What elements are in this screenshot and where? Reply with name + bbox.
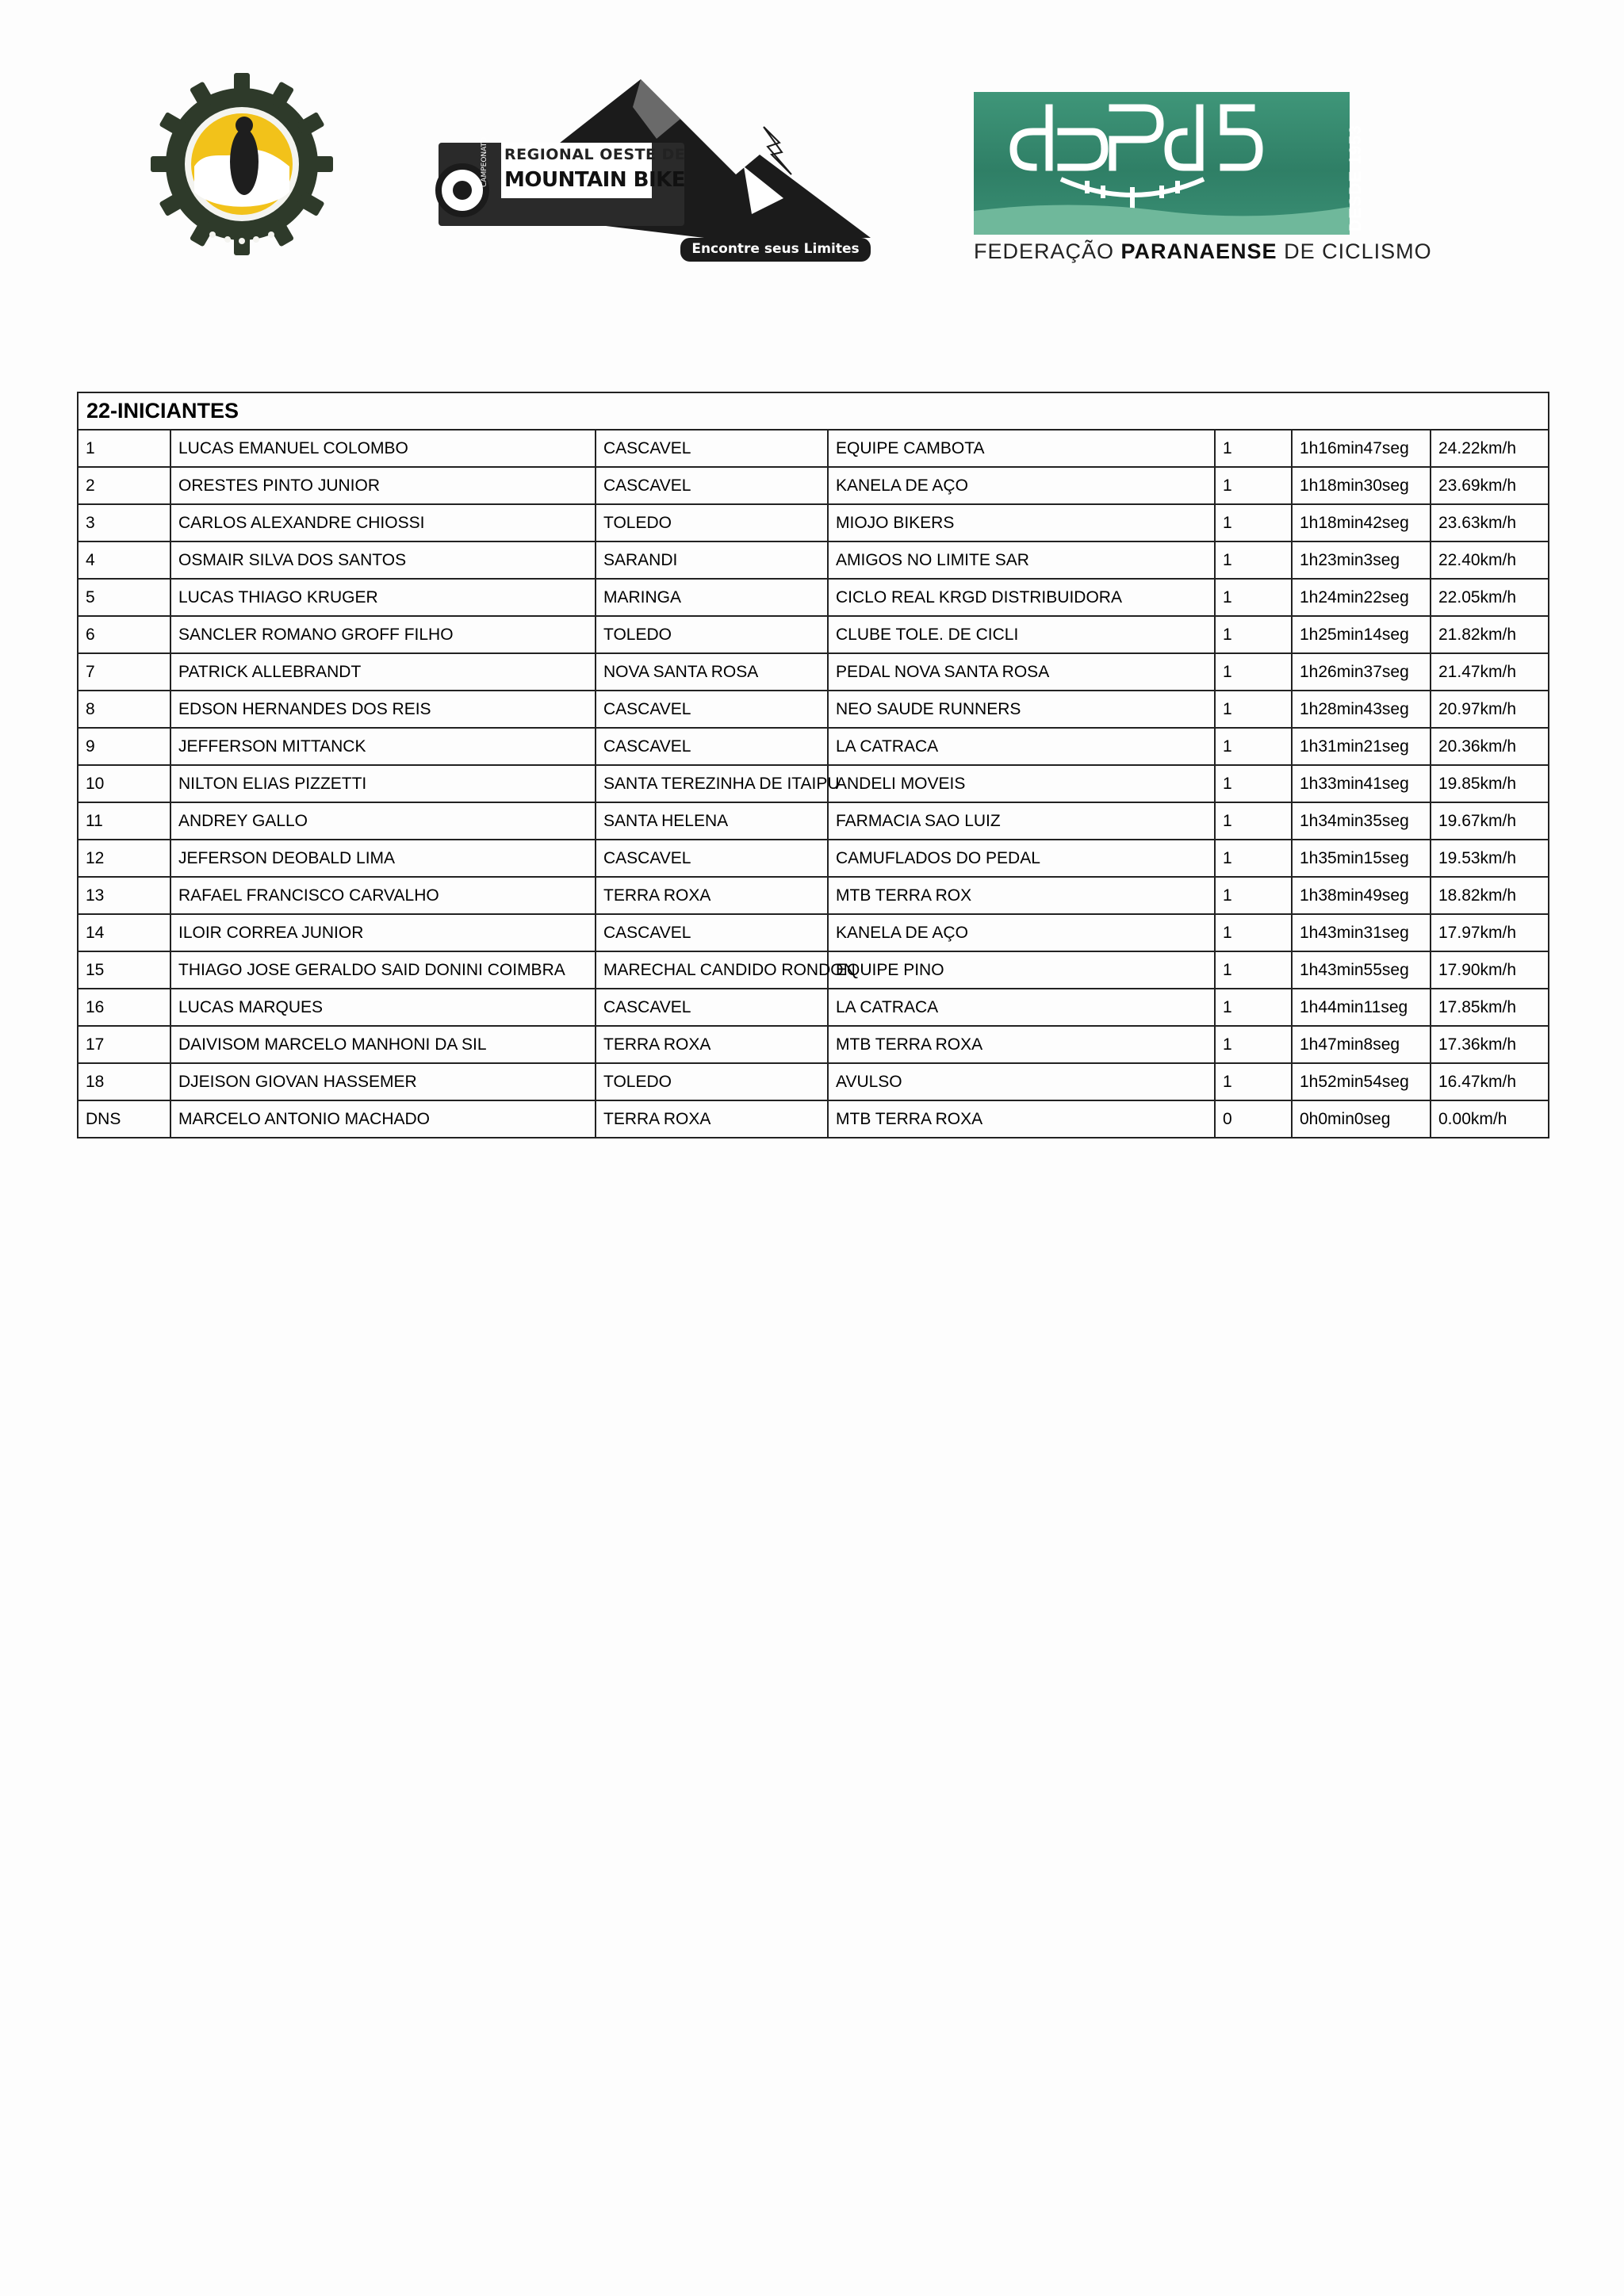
team-cell: EQUIPE CAMBOTA xyxy=(828,430,1215,467)
laps-cell: 1 xyxy=(1215,691,1292,728)
table-row xyxy=(78,989,1549,1026)
time-cell: 1h25min14seg xyxy=(1292,616,1431,653)
city-cell: MARINGA xyxy=(596,579,828,616)
gear-icon xyxy=(151,73,333,255)
city-cell: CASCAVEL xyxy=(596,691,828,728)
fpc-since-wrapper xyxy=(1329,98,1365,233)
athlete-name-cell: LUCAS EMANUEL COLOMBO xyxy=(170,430,596,467)
team-cell: MTB TERRA ROXA xyxy=(828,1100,1215,1138)
speed-cell: 17.90km/h xyxy=(1431,951,1549,989)
position-cell: 17 xyxy=(78,1026,170,1063)
table-row xyxy=(78,616,1549,653)
city-cell: TOLEDO xyxy=(596,504,828,541)
speed-cell: 21.47km/h xyxy=(1431,653,1549,691)
city-cell: CASCAVEL xyxy=(596,914,828,951)
position-cell: 15 xyxy=(78,951,170,989)
city-cell: TOLEDO xyxy=(596,1063,828,1100)
time-cell: 1h31min21seg xyxy=(1292,728,1431,765)
speed-cell: 19.53km/h xyxy=(1431,840,1549,877)
city-cell: NOVA SANTA ROSA xyxy=(596,653,828,691)
table-row xyxy=(78,691,1549,728)
position-cell: 5 xyxy=(78,579,170,616)
city-cell: CASCAVEL xyxy=(596,467,828,504)
position-cell: 18 xyxy=(78,1063,170,1100)
regional-oeste-mtb-logo xyxy=(419,79,871,265)
table-row xyxy=(78,504,1549,541)
city-cell: SANTA HELENA xyxy=(596,802,828,840)
table-row xyxy=(78,728,1549,765)
city-cell: CASCAVEL xyxy=(596,430,828,467)
laps-cell: 1 xyxy=(1215,765,1292,802)
time-cell: 1h38min49seg xyxy=(1292,877,1431,914)
athlete-name-cell: CARLOS ALEXANDRE CHIOSSI xyxy=(170,504,596,541)
category-header-row xyxy=(78,392,1549,430)
laps-cell: 1 xyxy=(1215,504,1292,541)
laps-cell: 1 xyxy=(1215,951,1292,989)
table-row xyxy=(78,1063,1549,1100)
position-cell: 13 xyxy=(78,877,170,914)
laps-cell: 1 xyxy=(1215,430,1292,467)
team-cell: KANELA DE AÇO xyxy=(828,467,1215,504)
city-cell: MARECHAL CANDIDO RONDON xyxy=(596,951,828,989)
laps-cell: 1 xyxy=(1215,616,1292,653)
speed-cell: 23.63km/h xyxy=(1431,504,1549,541)
athlete-name-cell: MARCELO ANTONIO MACHADO xyxy=(170,1100,596,1138)
team-cell: KANELA DE AÇO xyxy=(828,914,1215,951)
team-cell: AVULSO xyxy=(828,1063,1215,1100)
laps-cell: 1 xyxy=(1215,579,1292,616)
speed-cell: 23.69km/h xyxy=(1431,467,1549,504)
athlete-name-cell: THIAGO JOSE GERALDO SAID DONINI COIMBRA xyxy=(170,951,596,989)
position-cell: 8 xyxy=(78,691,170,728)
time-cell: 1h23min3seg xyxy=(1292,541,1431,579)
mtb-logo-side: CAMPEONATO xyxy=(481,136,488,187)
team-cell: ANDELI MOVEIS xyxy=(828,765,1215,802)
speed-cell: 18.82km/h xyxy=(1431,877,1549,914)
team-cell: FARMACIA SAO LUIZ xyxy=(828,802,1215,840)
city-cell: SANTA TEREZINHA DE ITAIPU xyxy=(596,765,828,802)
athlete-name-cell: OSMAIR SILVA DOS SANTOS xyxy=(170,541,596,579)
team-cell: EQUIPE PINO xyxy=(828,951,1215,989)
position-cell: 2 xyxy=(78,467,170,504)
time-cell: 1h43min55seg xyxy=(1292,951,1431,989)
position-cell: 14 xyxy=(78,914,170,951)
team-cell: NEO SAUDE RUNNERS xyxy=(828,691,1215,728)
speed-cell: 0.00km/h xyxy=(1431,1100,1549,1138)
position-cell: 4 xyxy=(78,541,170,579)
table-row xyxy=(78,579,1549,616)
athlete-name-cell: JEFERSON DEOBALD LIMA xyxy=(170,840,596,877)
results-table xyxy=(77,392,1549,1138)
athlete-name-cell: LUCAS THIAGO KRUGER xyxy=(170,579,596,616)
athlete-name-cell: DJEISON GIOVAN HASSEMER xyxy=(170,1063,596,1100)
team-cell: LA CATRACA xyxy=(828,989,1215,1026)
time-cell: 1h28min43seg xyxy=(1292,691,1431,728)
time-cell: 1h18min30seg xyxy=(1292,467,1431,504)
table-row xyxy=(78,467,1549,504)
speed-cell: 19.67km/h xyxy=(1431,802,1549,840)
position-cell: 7 xyxy=(78,653,170,691)
speed-cell: 22.40km/h xyxy=(1431,541,1549,579)
city-cell: CASCAVEL xyxy=(596,840,828,877)
position-cell: 11 xyxy=(78,802,170,840)
fpc-name-part1: FEDERAÇÃO xyxy=(974,239,1121,263)
team-cell: MTB TERRA ROX xyxy=(828,877,1215,914)
laps-cell: 1 xyxy=(1215,802,1292,840)
laps-cell: 1 xyxy=(1215,467,1292,504)
team-cell: CICLO REAL KRGD DISTRIBUIDORA xyxy=(828,579,1215,616)
table-row xyxy=(78,840,1549,877)
athlete-name-cell: PATRICK ALLEBRANDT xyxy=(170,653,596,691)
results-body xyxy=(78,430,1549,1138)
circuito-oeste-logo xyxy=(151,73,333,255)
speed-cell: 16.47km/h xyxy=(1431,1063,1549,1100)
time-cell: 1h24min22seg xyxy=(1292,579,1431,616)
city-cell: TOLEDO xyxy=(596,616,828,653)
table-row xyxy=(78,877,1549,914)
time-cell: 1h44min11seg xyxy=(1292,989,1431,1026)
position-cell: 9 xyxy=(78,728,170,765)
mtb-logo-line2: MOUNTAIN BIKE xyxy=(504,168,686,192)
time-cell: 1h52min54seg xyxy=(1292,1063,1431,1100)
athlete-name-cell: LUCAS MARQUES xyxy=(170,989,596,1026)
laps-cell: 1 xyxy=(1215,728,1292,765)
athlete-name-cell: EDSON HERNANDES DOS REIS xyxy=(170,691,596,728)
athlete-name-cell: ORESTES PINTO JUNIOR xyxy=(170,467,596,504)
laps-cell: 1 xyxy=(1215,541,1292,579)
laps-cell: 0 xyxy=(1215,1100,1292,1138)
team-cell: AMIGOS NO LIMITE SAR xyxy=(828,541,1215,579)
fpc-since-text: DESDE 1953 xyxy=(1346,124,1365,232)
city-cell: TERRA ROXA xyxy=(596,1100,828,1138)
table-row xyxy=(78,430,1549,467)
team-cell: PEDAL NOVA SANTA ROSA xyxy=(828,653,1215,691)
table-row xyxy=(78,1026,1549,1063)
athlete-name-cell: DAIVISOM MARCELO MANHONI DA SIL xyxy=(170,1026,596,1063)
time-cell: 1h18min42seg xyxy=(1292,504,1431,541)
team-cell: CLUBE TOLE. DE CICLI xyxy=(828,616,1215,653)
speed-cell: 22.05km/h xyxy=(1431,579,1549,616)
fpc-name xyxy=(974,239,1432,264)
city-cell: TERRA ROXA xyxy=(596,1026,828,1063)
laps-cell: 1 xyxy=(1215,840,1292,877)
table-row xyxy=(78,914,1549,951)
speed-cell: 17.97km/h xyxy=(1431,914,1549,951)
time-cell: 1h26min37seg xyxy=(1292,653,1431,691)
position-cell: 6 xyxy=(78,616,170,653)
time-cell: 1h16min47seg xyxy=(1292,430,1431,467)
speed-cell: 24.22km/h xyxy=(1431,430,1549,467)
time-cell: 1h47min8seg xyxy=(1292,1026,1431,1063)
time-cell: 0h0min0seg xyxy=(1292,1100,1431,1138)
laps-cell: 1 xyxy=(1215,653,1292,691)
time-cell: 1h33min41seg xyxy=(1292,765,1431,802)
position-cell: 12 xyxy=(78,840,170,877)
city-cell: SARANDI xyxy=(596,541,828,579)
position-cell: 3 xyxy=(78,504,170,541)
city-cell: CASCAVEL xyxy=(596,989,828,1026)
speed-cell: 17.36km/h xyxy=(1431,1026,1549,1063)
fpc-banner xyxy=(974,92,1365,235)
athlete-name-cell: JEFFERSON MITTANCK xyxy=(170,728,596,765)
athlete-name-cell: SANCLER ROMANO GROFF FILHO xyxy=(170,616,596,653)
position-cell: 16 xyxy=(78,989,170,1026)
table-row xyxy=(78,653,1549,691)
laps-cell: 1 xyxy=(1215,1063,1292,1100)
federacao-paranaense-logo xyxy=(974,92,1432,265)
team-cell: LA CATRACA xyxy=(828,728,1215,765)
table-row xyxy=(78,541,1549,579)
category-title: 22-INICIANTES xyxy=(78,392,1549,430)
position-cell: 10 xyxy=(78,765,170,802)
laps-cell: 1 xyxy=(1215,914,1292,951)
laps-cell: 1 xyxy=(1215,989,1292,1026)
laps-cell: 1 xyxy=(1215,1026,1292,1063)
city-cell: CASCAVEL xyxy=(596,728,828,765)
speed-cell: 17.85km/h xyxy=(1431,989,1549,1026)
speed-cell: 20.97km/h xyxy=(1431,691,1549,728)
city-cell: TERRA ROXA xyxy=(596,877,828,914)
speed-cell: 19.85km/h xyxy=(1431,765,1549,802)
athlete-name-cell: NILTON ELIAS PIZZETTI xyxy=(170,765,596,802)
team-cell: MIOJO BIKERS xyxy=(828,504,1215,541)
mtb-logo-line1: REGIONAL OESTE DE xyxy=(504,146,686,163)
position-cell: 1 xyxy=(78,430,170,467)
fpc-name-part2: DE CICLISMO xyxy=(1277,239,1432,263)
table-row xyxy=(78,951,1549,989)
team-cell: MTB TERRA ROXA xyxy=(828,1026,1215,1063)
team-cell: CAMUFLADOS DO PEDAL xyxy=(828,840,1215,877)
speed-cell: 21.82km/h xyxy=(1431,616,1549,653)
mtb-logo-slogan: Encontre seus Limites xyxy=(691,241,860,257)
laps-cell: 1 xyxy=(1215,877,1292,914)
table-row xyxy=(78,1100,1549,1138)
athlete-name-cell: ANDREY GALLO xyxy=(170,802,596,840)
athlete-name-cell: ILOIR CORREA JUNIOR xyxy=(170,914,596,951)
speed-cell: 20.36km/h xyxy=(1431,728,1549,765)
athlete-name-cell: RAFAEL FRANCISCO CARVALHO xyxy=(170,877,596,914)
table-row xyxy=(78,802,1549,840)
fpc-name-bold: PARANAENSE xyxy=(1120,239,1277,263)
time-cell: 1h34min35seg xyxy=(1292,802,1431,840)
fpc-monogram-icon xyxy=(974,92,1350,235)
time-cell: 1h43min31seg xyxy=(1292,914,1431,951)
position-cell: DNS xyxy=(78,1100,170,1138)
time-cell: 1h35min15seg xyxy=(1292,840,1431,877)
table-row xyxy=(78,765,1549,802)
